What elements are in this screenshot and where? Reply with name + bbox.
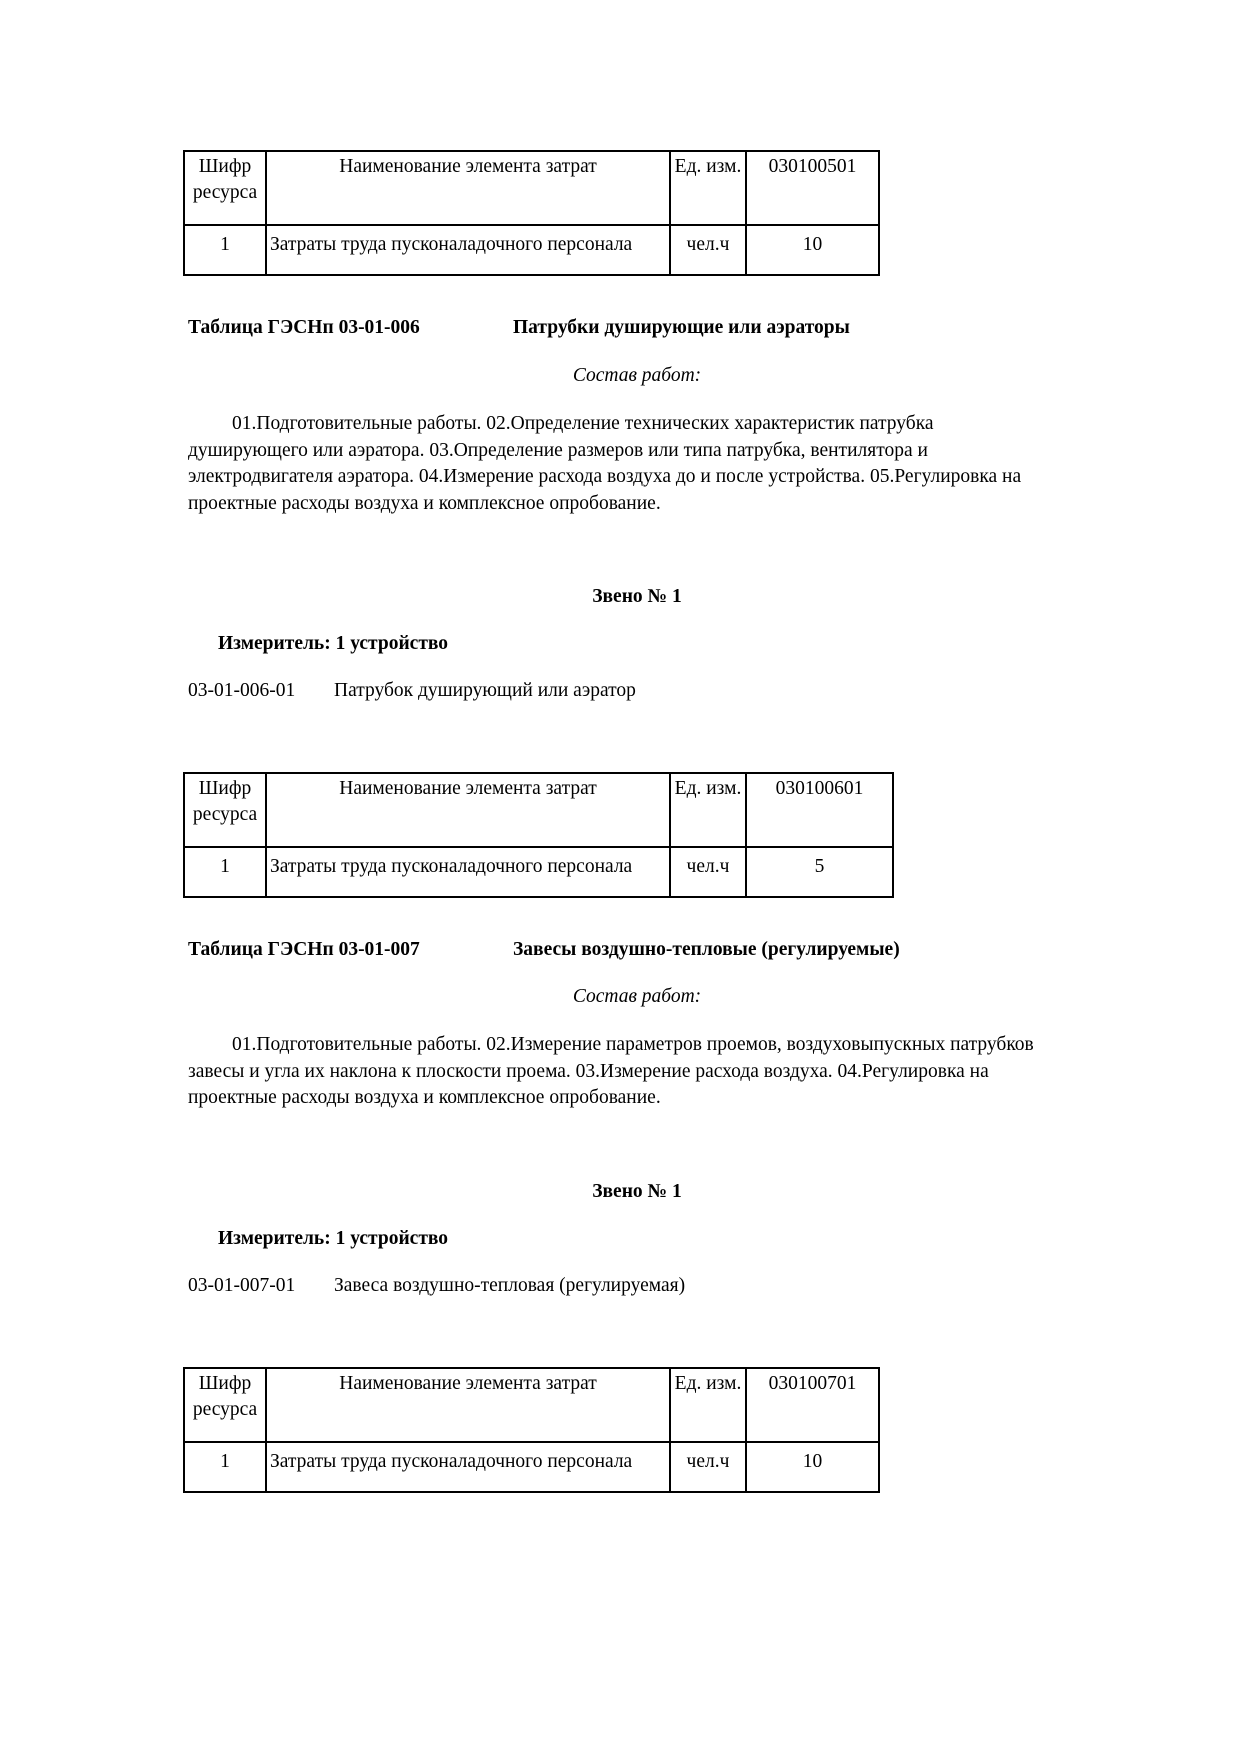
resource-table xyxy=(183,1367,880,1493)
table-title: Патрубки душирующие или аэраторы xyxy=(513,317,850,338)
work-heading: Состав работ: xyxy=(572,365,702,386)
work-description: 01.Подготовительные работы. 02.Определение технических характеристик патрубка душирующего или аэратора. 03.Определение размеров или типа патрубка, вентилятора и электродвигателя аэратора. 04.Измерение расхода воздуха до и после устройства. 05.Регулировка на проектные расходы воздуха и комплексное опробование. xyxy=(188,413,1022,514)
header-norm-code: 030100601 xyxy=(746,773,893,847)
header-name: Наименование элемента затрат xyxy=(266,773,670,847)
resource-table xyxy=(183,150,880,276)
crew-heading: Звено № 1 xyxy=(592,586,682,607)
row-code: 1 xyxy=(184,847,266,897)
header-name: Наименование элемента затрат xyxy=(266,1368,670,1442)
header-name: Наименование элемента затрат xyxy=(266,151,670,225)
table-label: Таблица ГЭСНп 03-01-007 xyxy=(188,939,420,960)
meter-label: Измеритель: 1 устройство xyxy=(218,633,449,654)
row-unit: чел.ч xyxy=(670,225,746,275)
table-label: Таблица ГЭСНп 03-01-006 xyxy=(188,317,420,338)
row-name: Затраты труда пусконаладочного персонала xyxy=(266,847,670,897)
table-title: Завесы воздушно-тепловые (регулируемые) xyxy=(513,939,900,960)
item-code: 03-01-007-01 xyxy=(188,1275,296,1296)
row-value: 5 xyxy=(746,847,893,897)
meter-label: Измеритель: 1 устройство xyxy=(218,1228,449,1249)
header-unit: Ед. изм. xyxy=(670,1368,746,1442)
header-unit: Ед. изм. xyxy=(670,151,746,225)
row-name: Затраты труда пусконаладочного персонала xyxy=(266,225,670,275)
row-code: 1 xyxy=(184,225,266,275)
work-heading: Состав работ: xyxy=(572,986,702,1007)
header-code: Шифр ресурса xyxy=(184,151,266,225)
header-norm-code: 030100701 xyxy=(746,1368,879,1442)
item-name: Патрубок душирующий или аэратор xyxy=(334,680,636,701)
row-value: 10 xyxy=(746,1442,879,1492)
header-unit: Ед. изм. xyxy=(670,773,746,847)
work-description: 01.Подготовительные работы. 02.Измерение параметров проемов, воздуховыпускных патрубков завесы и угла их наклона к плоскости проема. 03.Измерение расхода воздуха. 04.Регулировка на проектные расходы воздуха и комплексное опробование. xyxy=(188,1034,1034,1108)
resource-table xyxy=(183,772,894,898)
row-code: 1 xyxy=(184,1442,266,1492)
row-unit: чел.ч xyxy=(670,847,746,897)
header-code: Шифр ресурса xyxy=(184,1368,266,1442)
item-name: Завеса воздушно-тепловая (регулируемая) xyxy=(334,1275,686,1296)
header-code: Шифр ресурса xyxy=(184,773,266,847)
header-norm-code: 030100501 xyxy=(746,151,879,225)
item-code: 03-01-006-01 xyxy=(188,680,296,701)
crew-heading: Звено № 1 xyxy=(592,1181,682,1202)
row-unit: чел.ч xyxy=(670,1442,746,1492)
row-name: Затраты труда пусконаладочного персонала xyxy=(266,1442,670,1492)
row-value: 10 xyxy=(746,225,879,275)
